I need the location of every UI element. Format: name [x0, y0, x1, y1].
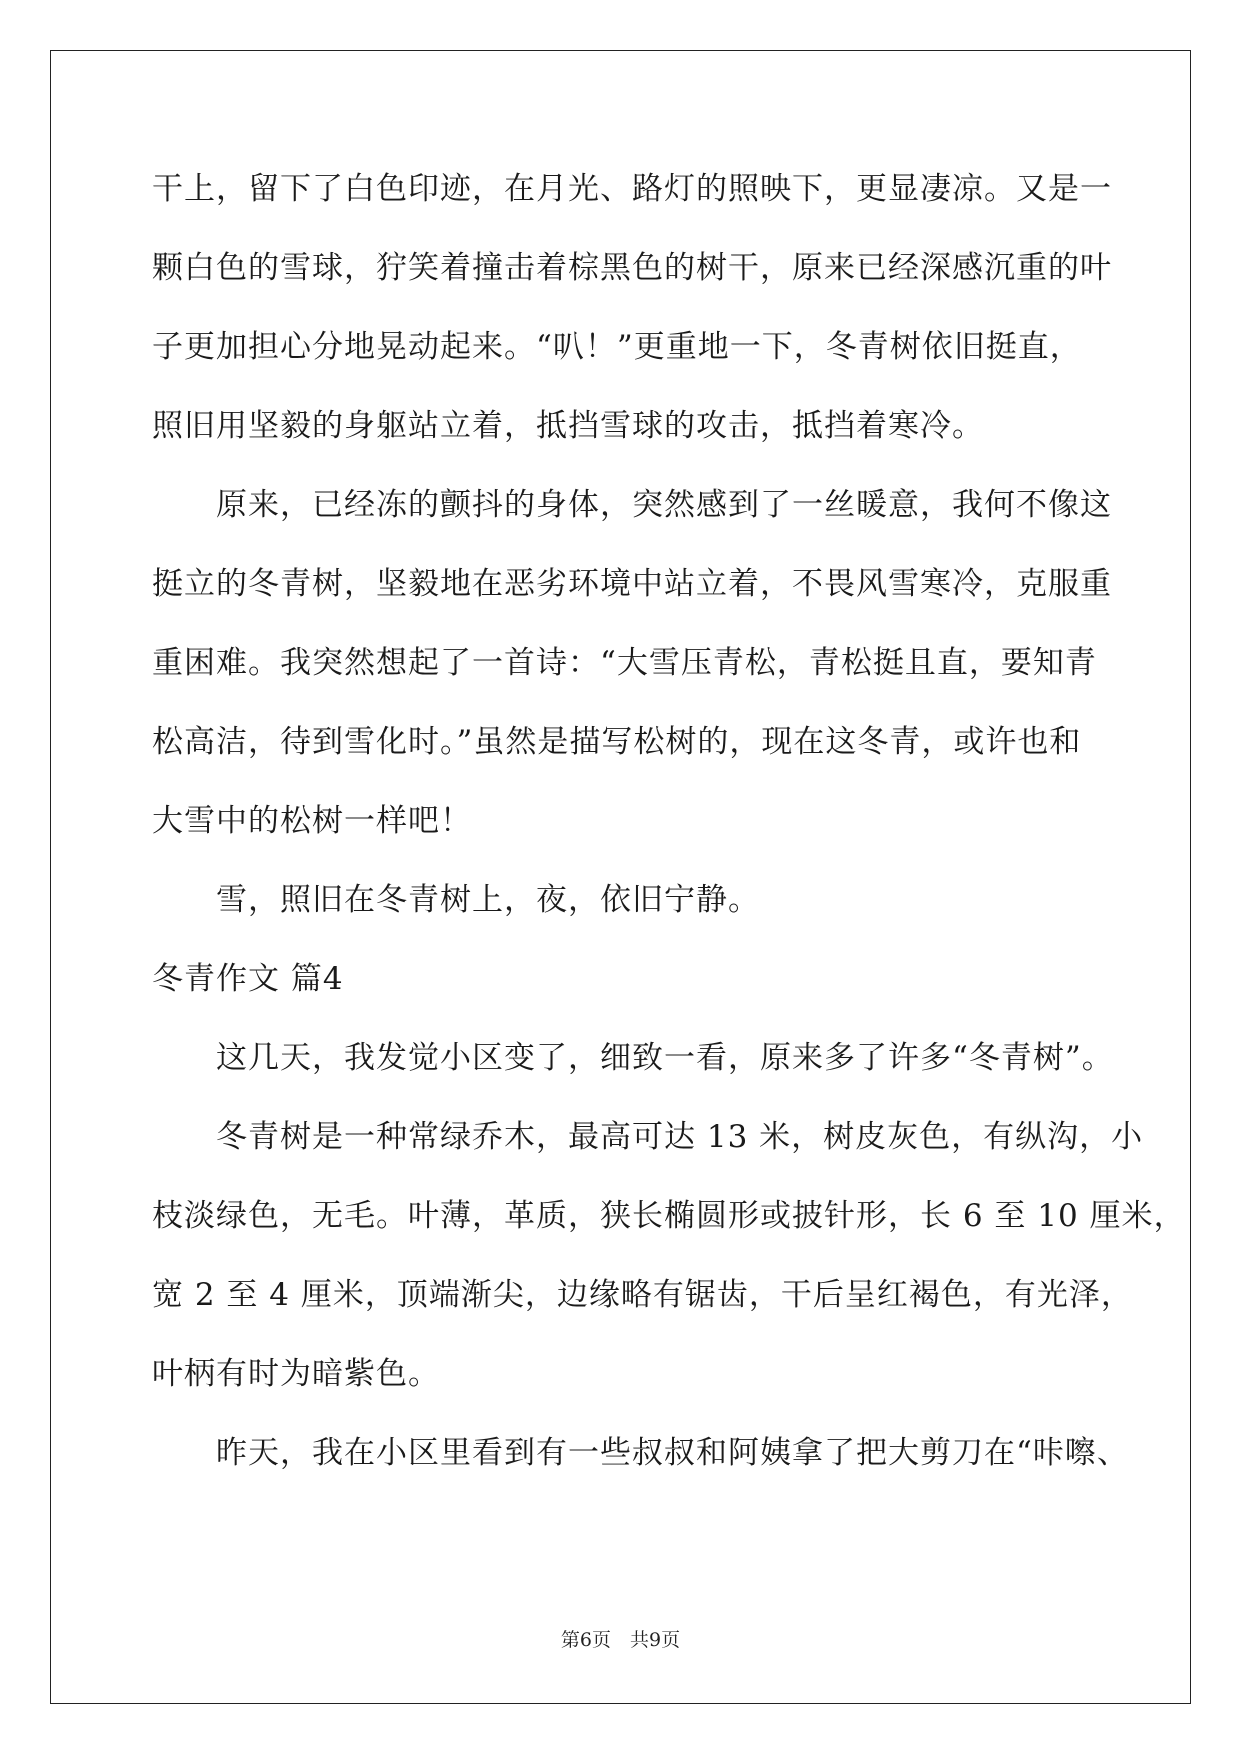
section-heading: 冬青作文 篇4 — [152, 961, 344, 997]
document-body — [152, 150, 1186, 1493]
text-line: 原来，已经冻的颤抖的身体，突然感到了一丝暖意，我何不像这 — [216, 487, 1112, 523]
page-number-footer: 第6页 共9页 — [560, 1629, 681, 1651]
text-line: 挺立的冬青树，坚毅地在恶劣环境中站立着，不畏风雪寒冷，克服重 — [152, 566, 1112, 602]
text-line: 照旧用坚毅的身躯站立着，抵挡雪球的攻击，抵挡着寒冷。 — [152, 408, 984, 444]
text-line: 松高洁，待到雪化时。”虽然是描写松树的，现在这冬青，或许也和 — [152, 724, 1082, 760]
text-line: 大雪中的松树一样吧！ — [152, 803, 472, 839]
text-line: 宽 2 至 4 厘米，顶端渐尖，边缘略有锯齿，干后呈红褐色，有光泽， — [152, 1277, 1133, 1313]
text-line: 昨天，我在小区里看到有一些叔叔和阿姨拿了把大剪刀在“咔嚓、 — [216, 1435, 1129, 1471]
text-line: 这几天，我发觉小区变了，细致一看，原来多了许多“冬青树”。 — [216, 1040, 1114, 1076]
text-line: 枝淡绿色，无毛。叶薄，革质，狭长椭圆形或披针形，长 6 至 10 厘米， — [152, 1198, 1186, 1234]
text-line: 叶柄有时为暗紫色。 — [152, 1356, 440, 1392]
text-line: 干上，留下了白色印迹，在月光、路灯的照映下，更显凄凉。又是一 — [152, 171, 1112, 207]
text-line: 冬青树是一种常绿乔木，最高可达 13 米，树皮灰色，有纵沟，小 — [216, 1119, 1144, 1155]
text-line: 雪，照旧在冬青树上，夜，依旧宁静。 — [216, 882, 760, 918]
text-line: 子更加担心分地晃动起来。“叭！”更重地一下，冬青树依旧挺直， — [152, 329, 1082, 365]
text-line: 重困难。我突然想起了一首诗：“大雪压青松，青松挺且直，要知青 — [152, 645, 1097, 681]
text-line: 颗白色的雪球，狞笑着撞击着棕黑色的树干，原来已经深感沉重的叶 — [152, 250, 1112, 286]
